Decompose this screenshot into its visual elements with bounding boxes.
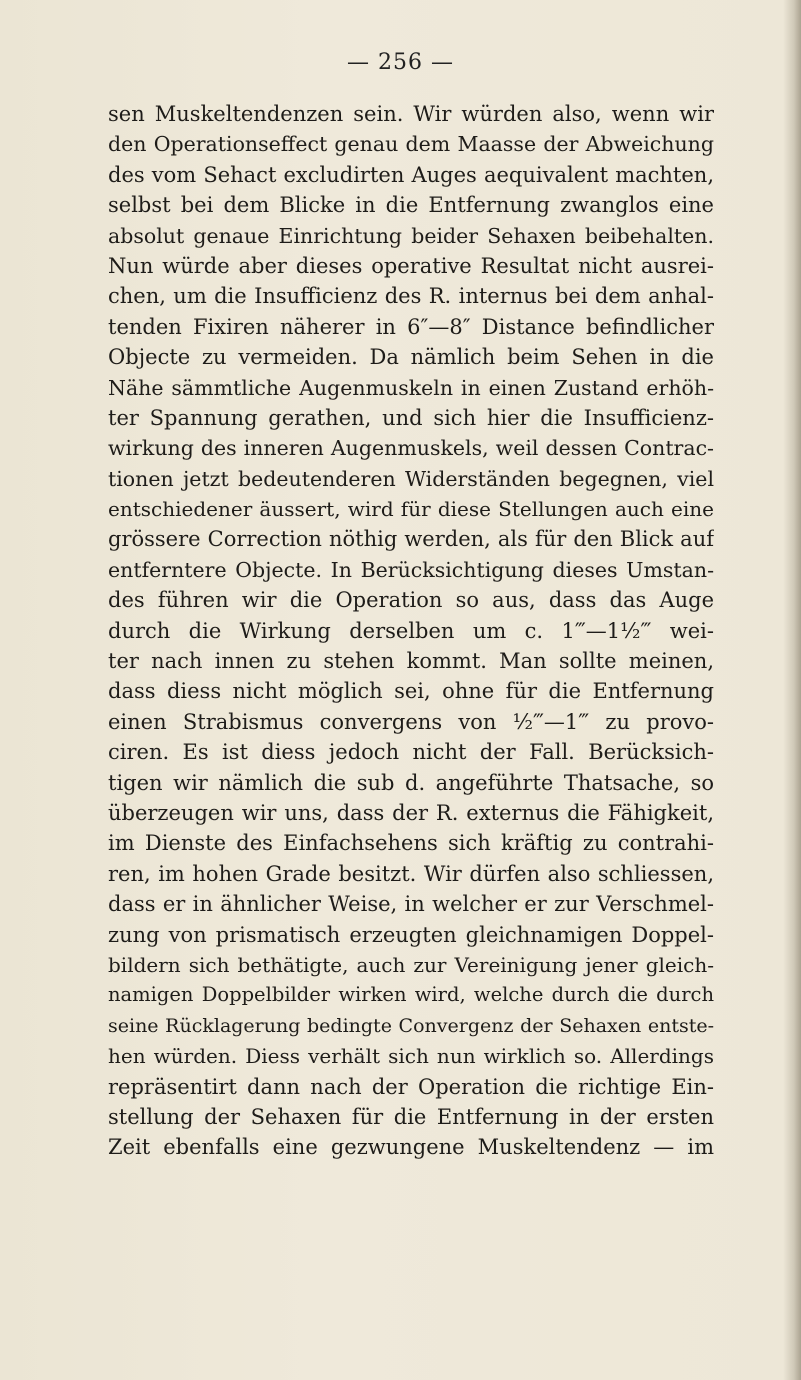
text-line: absolut genaue Einrichtung beider Sehaxen beibehalten.	[108, 223, 714, 248]
text-line: zung von prismatisch erzeugten gleichnamigen Doppel-	[108, 922, 714, 947]
text-line: chen, um die Insufficienz des R. internus bei dem anhal-	[108, 284, 714, 309]
text-line: ciren. Es ist diess jedoch nicht der Fall. Berücksich-	[108, 740, 714, 765]
text-line: dass diess nicht möglich sei, ohne für die Entfernung	[108, 679, 714, 704]
text-line: durch die Wirkung derselben um c. 1‴—1½‴ wei-	[108, 618, 714, 643]
text-line: des vom Sehact excludirten Auges aequivalent machten,	[108, 162, 714, 187]
text-line: im Dienste des Einfachsehens sich kräftig zu contrahi-	[108, 831, 714, 856]
text-line: dass er in ähnlicher Weise, in welcher er zur Verschmel-	[108, 892, 714, 917]
text-line: ren, im hohen Grade besitzt. Wir dürfen also schliessen,	[108, 861, 714, 886]
text-line: ter Spannung gerathen, und sich hier die Insufficienz-	[108, 405, 714, 430]
text-line: überzeugen wir uns, dass der R. externus die Fähigkeit,	[108, 800, 714, 825]
text-line: entschiedener äussert, wird für diese Stellungen auch eine	[108, 497, 714, 522]
text-line: tionen jetzt bedeutenderen Widerständen begegnen, viel	[108, 466, 714, 491]
text-line: entferntere Objecte. In Berücksichtigung dieses Umstan-	[108, 557, 714, 582]
text-line: wirkung des inneren Augenmuskels, weil dessen Contrac-	[108, 436, 714, 461]
text-line: Objecte zu vermeiden. Da nämlich beim Sehen in die	[108, 345, 714, 370]
text-line: repräsentirt dann nach der Operation die richtige Ein-	[108, 1074, 714, 1099]
text-line: selbst bei dem Blicke in die Entfernung zwanglos eine	[108, 193, 714, 218]
page-edge-shadow	[783, 0, 801, 1380]
text-line: Nähe sämmtliche Augenmuskeln in einen Zustand erhöh-	[108, 375, 714, 400]
text-line: den Operationseffect genau dem Maasse der Abweichung	[108, 132, 714, 157]
text-line: tigen wir nämlich die sub d. angeführte Thatsache, so	[108, 770, 714, 795]
text-line: seine Rücklagerung bedingte Convergenz der Sehaxen entste-	[108, 1014, 714, 1037]
page-number: — 256 —	[347, 50, 454, 75]
text-line: grössere Correction nöthig werden, als für den Blick auf	[108, 527, 714, 552]
text-line: einen Strabismus convergens von ½‴—1‴ zu provo-	[108, 709, 714, 734]
text-line: hen würden. Diess verhält sich nun wirklich so. Allerdings	[108, 1044, 714, 1069]
body-text	[108, 99, 714, 1163]
text-line: sen Muskeltendenzen sein. Wir würden also, wenn wir	[108, 102, 714, 126]
text-line: stellung der Sehaxen für die Entfernung in der ersten	[108, 1104, 714, 1129]
text-line: namigen Doppelbilder wirken wird, welche durch die durch	[108, 983, 714, 1007]
text-line: tenden Fixiren näherer in 6″—8″ Distance befindlicher	[108, 314, 714, 339]
text-line: ter nach innen zu stehen kommt. Man sollte meinen,	[108, 649, 714, 674]
text-line: bildern sich bethätigte, auch zur Vereinigung jener gleich-	[108, 952, 714, 977]
text-line: Zeit ebenfalls eine gezwungene Muskeltendenz — im	[108, 1135, 714, 1160]
text-line: des führen wir die Operation so aus, dass das Auge	[108, 588, 714, 613]
text-line: Nun würde aber dieses operative Resultat nicht ausrei-	[108, 253, 714, 278]
